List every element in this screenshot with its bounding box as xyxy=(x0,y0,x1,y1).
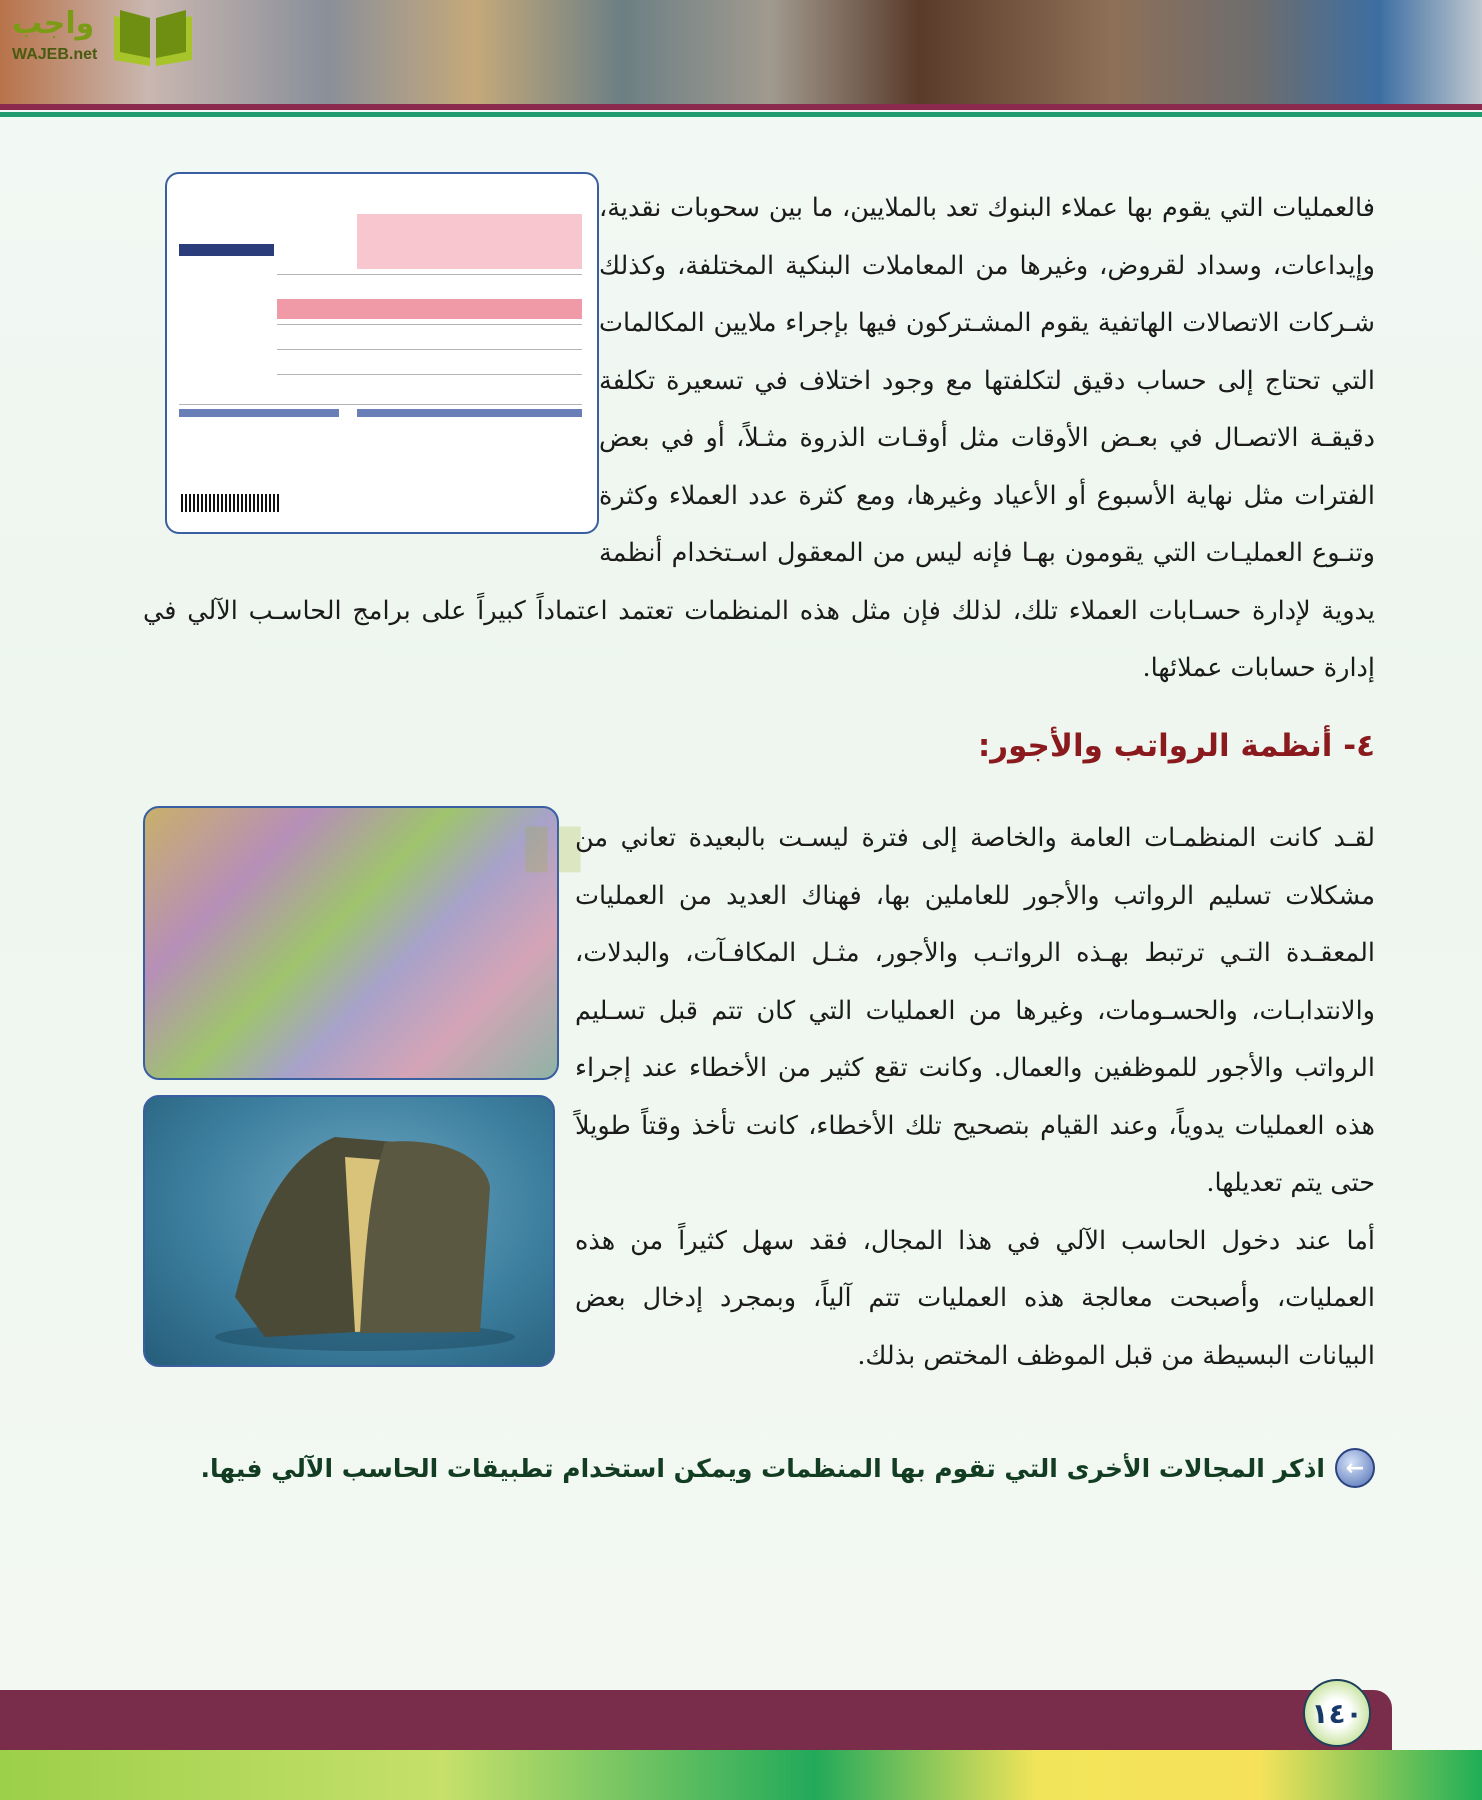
wajeb-watermark: ▮▮ xyxy=(520,810,587,880)
section-banking-telecom xyxy=(143,180,1375,698)
page-number: ١٤٠ xyxy=(1303,1679,1371,1747)
electricity-bill-image xyxy=(165,172,599,534)
section-heading-payroll: ٤- أنظمة الرواتب والأجور: xyxy=(977,728,1375,764)
wallet-image xyxy=(143,1095,555,1367)
paragraph-payroll-computer: أما عند دخول الحاسب الآلي في هذا المجال، فقد سهل كثيراً من هذه العمليات، وأصبحت معالجة هذه العمليات تتم آلياً، وبمجرد إدخال بعض البيانات البسيطة من قبل الموظف المختص بذلك. xyxy=(575,1225,1375,1371)
review-question xyxy=(201,1448,1375,1488)
logo-arabic-text: واجب xyxy=(12,6,95,41)
paragraph-payroll-problems: لقـد كانت المنظمـات العامة والخاصة إلى فترة ليسـت بالبعيدة تعاني من مشكلات تسليم الرواتب والأجور للعاملين بها، فهناك العديد من العمليات المعقـدة التـي ترتبط بهـذه الرواتـب والأجور، مثـل المكافـآت، والبدلات، والانتدابـات، والحسـومات، وغيرها من العمليات التي كان تتم قبل تسـليم الرواتب والأجور للموظفين والعمال. وكانت تقع كثير من الأخطاء عند إجراء هذه العمليات يدوياً، وعند القيام بتصحيح تلك الأخطاء، كانت تأخذ وقتاً طويلاً حتى يتم تعديلها. xyxy=(575,823,1375,1198)
logo-english-text: WAJEB.net xyxy=(12,46,98,63)
header-accent-line xyxy=(0,112,1482,117)
book-icon xyxy=(110,8,196,68)
question-text: اذكر المجالات الأخرى التي تقوم بها المنظمات ويمكن استخدام تطبيقات الحاسب الآلي فيها. xyxy=(200,1453,1325,1483)
arrow-left-circle-icon: ← xyxy=(1335,1448,1375,1488)
wallet-illustration xyxy=(145,1097,553,1365)
currency-banknotes-image xyxy=(143,806,559,1080)
header-divider xyxy=(0,104,1482,110)
footer-band xyxy=(0,1690,1392,1750)
section-payroll-body xyxy=(575,810,1375,1385)
header-banner xyxy=(0,0,1482,104)
wajeb-logo xyxy=(10,6,190,70)
paragraph-banking: فالعمليات التي يقوم بها عملاء البنوك تعد بالملايين، ما بين سحوبات نقدية، وإيداعات، وسداد لقروض، وغيرها من المعاملات البنكية المختلفة، وكذلك شـركات الاتصالات الهاتفية يقوم المشـتركون فيها بإجراء ملايين المكالمات التي تحتاج إلى حساب دقيق لتكلفتها مع وجود اختلاف في تسعيرة تكلفة دقيقـة الاتصـال في بعـض الأوقات مثل أوقـات الذروة مثـلاً، أو في بعض الفترات مثل نهاية الأسبوع أو الأعياد وغيرها، ومع كثرة عدد العملاء وكثرة وتنـوع العمليـات التي يقومون بهـا فإنه ليس من المعقول اسـتخدام أنظمة يدوية لإدارة حسـابات العملاء تلك، لذلك فإن مثل هذه المنظمات تعتمد اعتماداً كبيراً على برامج الحاسـب الآلي في إدارة حسابات عملائها. xyxy=(143,193,1375,683)
footer-decoration xyxy=(0,1750,1482,1800)
